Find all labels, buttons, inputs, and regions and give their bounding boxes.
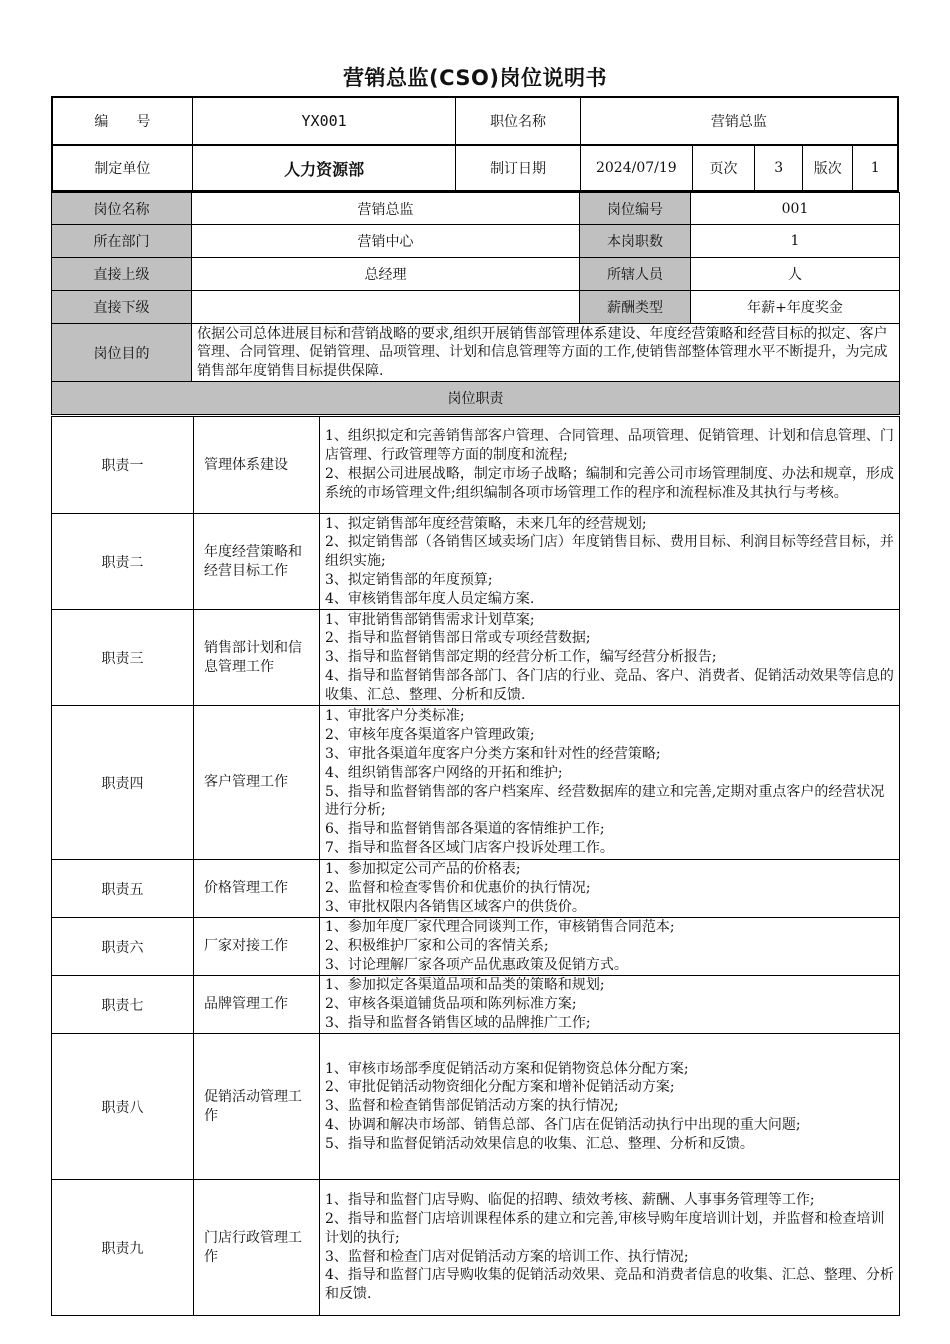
- duty-item: 3、指导和监督销售部定期的经营分析工作，编写经营分析报告;: [325, 649, 717, 666]
- duty-description: [320, 706, 900, 860]
- page-value: 3: [755, 145, 803, 191]
- number-value: YX001: [192, 97, 456, 145]
- duty-row: [52, 1180, 900, 1316]
- superior-value: 总经理: [192, 258, 580, 291]
- dept-value: 营销中心: [192, 225, 580, 258]
- duty-item: 3、审批权限内各销售区域客户的供货价。: [325, 898, 586, 915]
- duty-item: 1、审批客户分类标准;: [325, 708, 465, 725]
- duty-item: 7、指导和监督各区域门店客户投诉处理工作。: [325, 839, 614, 856]
- duty-item: 4、指导和监督销售部各部门、各门店的行业、竞品、客户、消费者、促销活动效果等信息的收集、汇总、整理、分析和反馈.: [325, 667, 894, 703]
- duty-name: 职责三: [52, 610, 194, 706]
- duty-item: 4、审核销售部年度人员定编方案.: [325, 590, 535, 607]
- duty-description: [320, 417, 900, 514]
- duty-item: 1、组织拟定和完善销售部客户管理、合同管理、品项管理、促销管理、计划和信息管理、门店管理、行政管理等方面的制度和流程;: [325, 428, 894, 464]
- position-name-label: 职位名称: [456, 97, 580, 145]
- unit-value: 人力资源部: [192, 145, 456, 191]
- duty-name: 职责四: [52, 706, 194, 860]
- duty-item: 3、指导和监督各销售区域的品牌推广工作;: [325, 1014, 591, 1031]
- salary-value: 年薪+年度奖金: [691, 291, 900, 324]
- purpose-value: 依据公司总体进展目标和营销战略的要求,组织开展销售部管理体系建设、年度经营策略和经营目标的拟定、客户管理、合同管理、促销管理、品项管理、计划和信息管理等方面的工作,使销售部整体管理水平不断提升，为完成销售部年度销售目标提供保障.: [192, 324, 900, 382]
- duty-row: [52, 706, 900, 860]
- duty-item: 2、审批促销活动物资细化分配方案和增补促销活动方案;: [325, 1079, 675, 1096]
- duty-item: 1、参加拟定各渠道品项和品类的策略和规划;: [325, 977, 605, 994]
- duty-description: [320, 976, 900, 1034]
- duty-description: [320, 860, 900, 918]
- dept-label: 所在部门: [52, 225, 192, 258]
- subordinate-value: [192, 291, 580, 324]
- duty-area: 品牌管理工作: [194, 976, 320, 1034]
- duty-name: 职责六: [52, 918, 194, 976]
- duty-item: 2、指导和监督销售部日常或专项经营数据;: [325, 630, 591, 647]
- duty-item: 5、指导和监督销售部的客户档案库、经营数据库的建立和完善,定期对重点客户的经营状况进行分析;: [325, 783, 885, 819]
- duty-item: 2、指导和监督门店培训课程体系的建立和完善,审核导购年度培训计划，并监督和检查培训计划的执行;: [325, 1210, 885, 1246]
- duty-item: 2、拟定销售部（各销售区域卖场门店）年度销售目标、费用目标、利润目标等经营目标，并组织实施;: [325, 534, 894, 570]
- duty-item: 1、审核市场部季度促销活动方案和促销物资总体分配方案;: [325, 1060, 689, 1077]
- duty-item: 1、拟定销售部年度经营策略，未来几年的经营规划;: [325, 515, 647, 532]
- duty-item: 1、审批销售部销售需求计划草案;: [325, 611, 535, 628]
- duty-item: 4、协调和解决市场部、销售总部、各门店在促销活动执行中出现的重大问题;: [325, 1116, 801, 1133]
- duties-table: [51, 416, 900, 1316]
- duty-item: 1、参加拟定公司产品的价格表;: [325, 861, 521, 878]
- date-label: 制订日期: [456, 145, 580, 191]
- duty-item: 1、参加年度厂家代理合同谈判工作，审核销售合同范本;: [325, 919, 675, 936]
- duty-name: 职责一: [52, 417, 194, 514]
- post-code-value: 001: [691, 193, 900, 225]
- header-table: [51, 96, 899, 192]
- duty-row: [52, 1034, 900, 1180]
- duty-item: 2、根据公司进展战略，制定市场子战略；编制和完善公司市场管理制度、办法和规章，形成系统的市场管理文件;组织编制各项市场管理工作的程序和流程标准及其执行与考核。: [325, 466, 894, 501]
- page-label: 页次: [692, 145, 754, 191]
- managed-label: 所辖人员: [580, 258, 691, 291]
- duty-description: [320, 1034, 900, 1180]
- duty-row: [52, 417, 900, 514]
- headcount-label: 本岗职数: [580, 225, 691, 258]
- duty-description: [320, 514, 900, 610]
- info-table: [51, 192, 900, 415]
- duty-area: 年度经营策略和经营目标工作: [194, 514, 320, 610]
- duty-row: [52, 860, 900, 918]
- superior-label: 直接上级: [52, 258, 192, 291]
- duty-description: [320, 610, 900, 706]
- duty-item: 2、积极维护厂家和公司的客情关系;: [325, 938, 549, 955]
- duty-item: 4、指导和监督门店导购收集的促销活动效果、竞品和消费者信息的收集、汇总、整理、分析和反馈.: [325, 1267, 894, 1303]
- duty-area: 门店行政管理工作: [194, 1180, 320, 1316]
- duty-item: 2、监督和检查零售价和优惠价的执行情况;: [325, 880, 591, 897]
- date-value: 2024/07/19: [580, 145, 692, 191]
- duty-area: 价格管理工作: [194, 860, 320, 918]
- version-value: 1: [853, 145, 898, 191]
- duty-row: [52, 918, 900, 976]
- duty-row: [52, 514, 900, 610]
- duty-item: 5、指导和监督促销活动效果信息的收集、汇总、整理、分析和反馈。: [325, 1135, 754, 1152]
- post-code-label: 岗位编号: [580, 193, 691, 225]
- duty-item: 2、审核各渠道铺货品项和陈列标准方案;: [325, 996, 577, 1013]
- duty-item: 3、讨论理解厂家各项产品优惠政策及促销方式。: [325, 956, 628, 973]
- duty-item: 3、审批各渠道年度客户分类方案和针对性的经营策略;: [325, 745, 661, 762]
- duty-name: 职责五: [52, 860, 194, 918]
- salary-label: 薪酬类型: [580, 291, 691, 324]
- duty-area: 销售部计划和信息管理工作: [194, 610, 320, 706]
- duty-item: 3、监督和检查门店对促销活动方案的培训工作、执行情况;: [325, 1248, 689, 1265]
- duty-description: [320, 918, 900, 976]
- duty-name: 职责八: [52, 1034, 194, 1180]
- duty-area: 促销活动管理工作: [194, 1034, 320, 1180]
- duty-item: 3、拟定销售部的年度预算;: [325, 571, 493, 588]
- duty-name: 职责七: [52, 976, 194, 1034]
- duties-header: 岗位职责: [52, 382, 900, 415]
- duty-name: 职责九: [52, 1180, 194, 1316]
- duty-item: 4、组织销售部客户网络的开拓和维护;: [325, 764, 563, 781]
- position-name-value: 营销总监: [580, 97, 898, 145]
- purpose-label: 岗位目的: [52, 324, 192, 382]
- post-name-value: 营销总监: [192, 193, 580, 225]
- duty-area: 厂家对接工作: [194, 918, 320, 976]
- duty-description: [320, 1180, 900, 1316]
- duty-item: 1、指导和监督门店导购、临促的招聘、绩效考核、薪酬、人事事务管理等工作;: [325, 1192, 815, 1209]
- duty-area: 管理体系建设: [194, 417, 320, 514]
- duty-name: 职责二: [52, 514, 194, 610]
- document-title: 营销总监(CSO)岗位说明书: [343, 66, 607, 90]
- number-label: 编 号: [52, 97, 192, 145]
- duty-row: [52, 610, 900, 706]
- version-label: 版次: [803, 145, 853, 191]
- duty-row: [52, 976, 900, 1034]
- duty-item: 6、指导和监督销售部各渠道的客情维护工作;: [325, 821, 605, 838]
- managed-value: 人: [691, 258, 900, 291]
- duty-area: 客户管理工作: [194, 706, 320, 860]
- post-name-label: 岗位名称: [52, 193, 192, 225]
- duty-item: 2、审核年度各渠道客户管理政策;: [325, 727, 535, 744]
- subordinate-label: 直接下级: [52, 291, 192, 324]
- headcount-value: 1: [691, 225, 900, 258]
- unit-label: 制定单位: [52, 145, 192, 191]
- duty-item: 3、监督和检查销售部促销活动方案的执行情况;: [325, 1098, 619, 1115]
